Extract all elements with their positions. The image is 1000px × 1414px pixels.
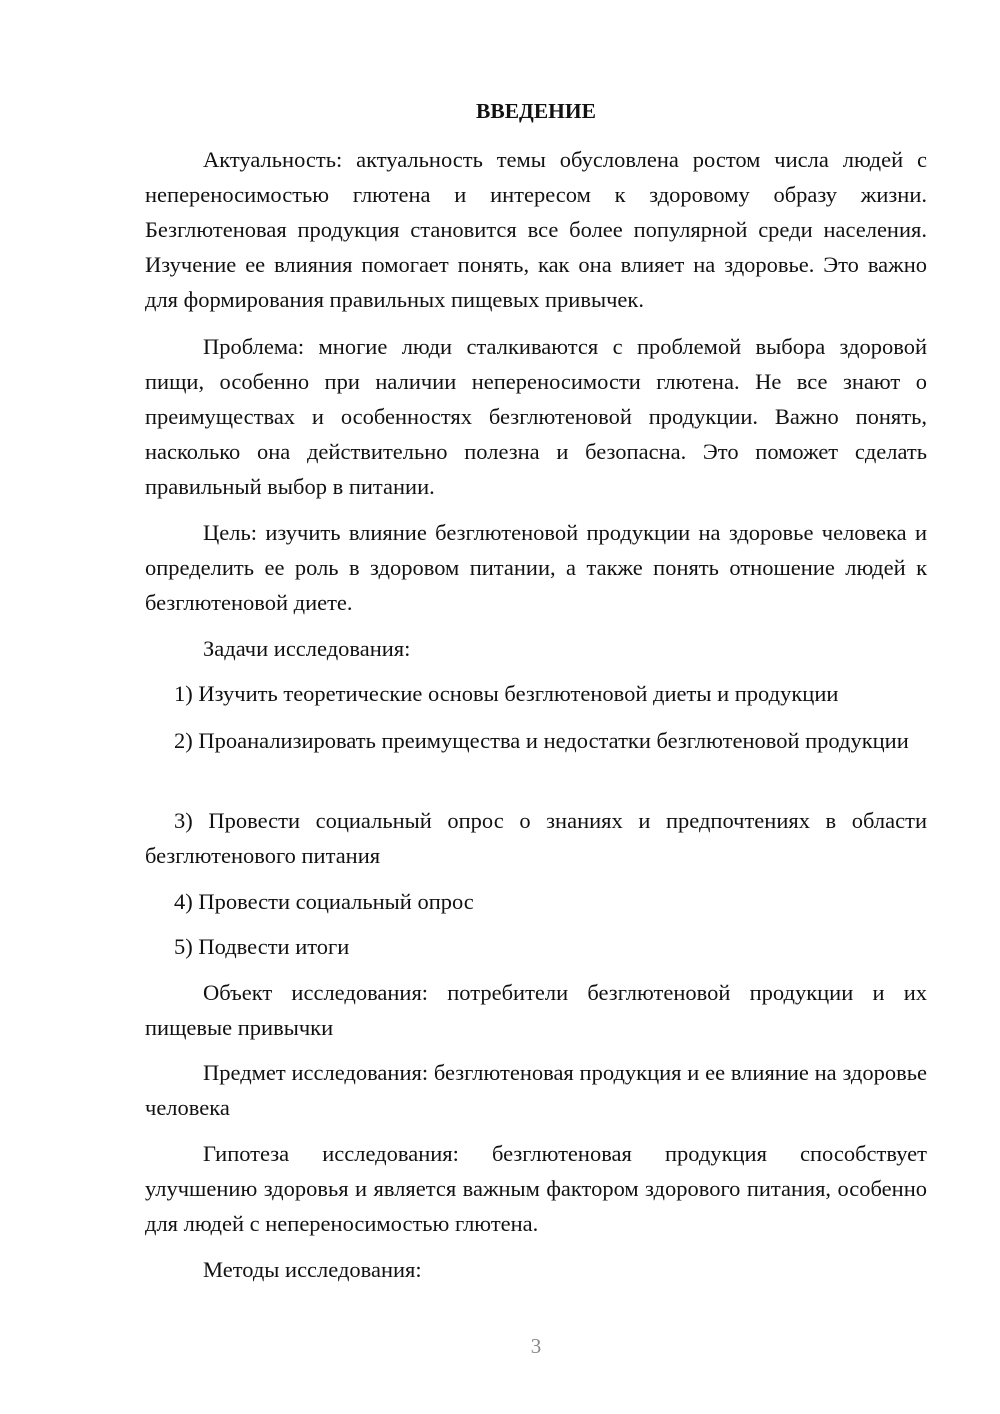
task-item-1: 1) Изучить теоретические основы безглютеновой диеты и продукции (174, 681, 839, 706)
paragraph-tasks-heading: Задачи исследования: (203, 636, 411, 661)
task-item-5: 5) Подвести итоги (174, 934, 350, 959)
task-item-3: 3) Провести социальный опрос о знаниях и предпочтениях в области безглютенового питания (145, 808, 927, 868)
paragraph-problem: Проблема: многие люди сталкиваются с проблемой выбора здоровой пищи, особенно при наличии непереносимости глютена. Не все знают о преимуществах и особенностях безглютеновой продукции. Важно понять, насколько она действительно полезна и безопасна. Это поможет сделать правильный выбор в питании. (145, 334, 927, 499)
page-number: 3 (530, 1334, 542, 1358)
task-item-2: 2) Проанализировать преимущества и недостатки безглютеновой продукции (174, 728, 909, 753)
page-title: ВВЕДЕНИЕ (476, 99, 596, 123)
paragraph-goal: Цель: изучить влияние безглютеновой продукции на здоровье человека и определить ее роль в здоровом питании, а также понять отношение людей к безглютеновой диете. (145, 520, 927, 615)
paragraph-hypothesis: Гипотеза исследования: безглютеновая продукция способствует улучшению здоровья и является важным фактором здорового питания, особенно для людей с непереносимостью глютена. (145, 1141, 927, 1236)
paragraph-object: Объект исследования: потребители безглютеновой продукции и их пищевые привычки (145, 980, 927, 1040)
paragraph-relevance: Актуальность: актуальность темы обусловлена ростом числа людей с непереносимостью глютена и интересом к здоровому образу жизни. Безглютеновая продукция становится все более популярной среди населения. Изучение ее влияния помогает понять, как она влияет на здоровье. Это важно для формирования правильных пищевых привычек. (145, 147, 927, 312)
paragraph-subject: Предмет исследования: безглютеновая продукция и ее влияние на здоровье человека (145, 1060, 927, 1120)
paragraph-methods: Методы исследования: (203, 1257, 422, 1282)
task-item-4: 4) Провести социальный опрос (174, 889, 474, 914)
